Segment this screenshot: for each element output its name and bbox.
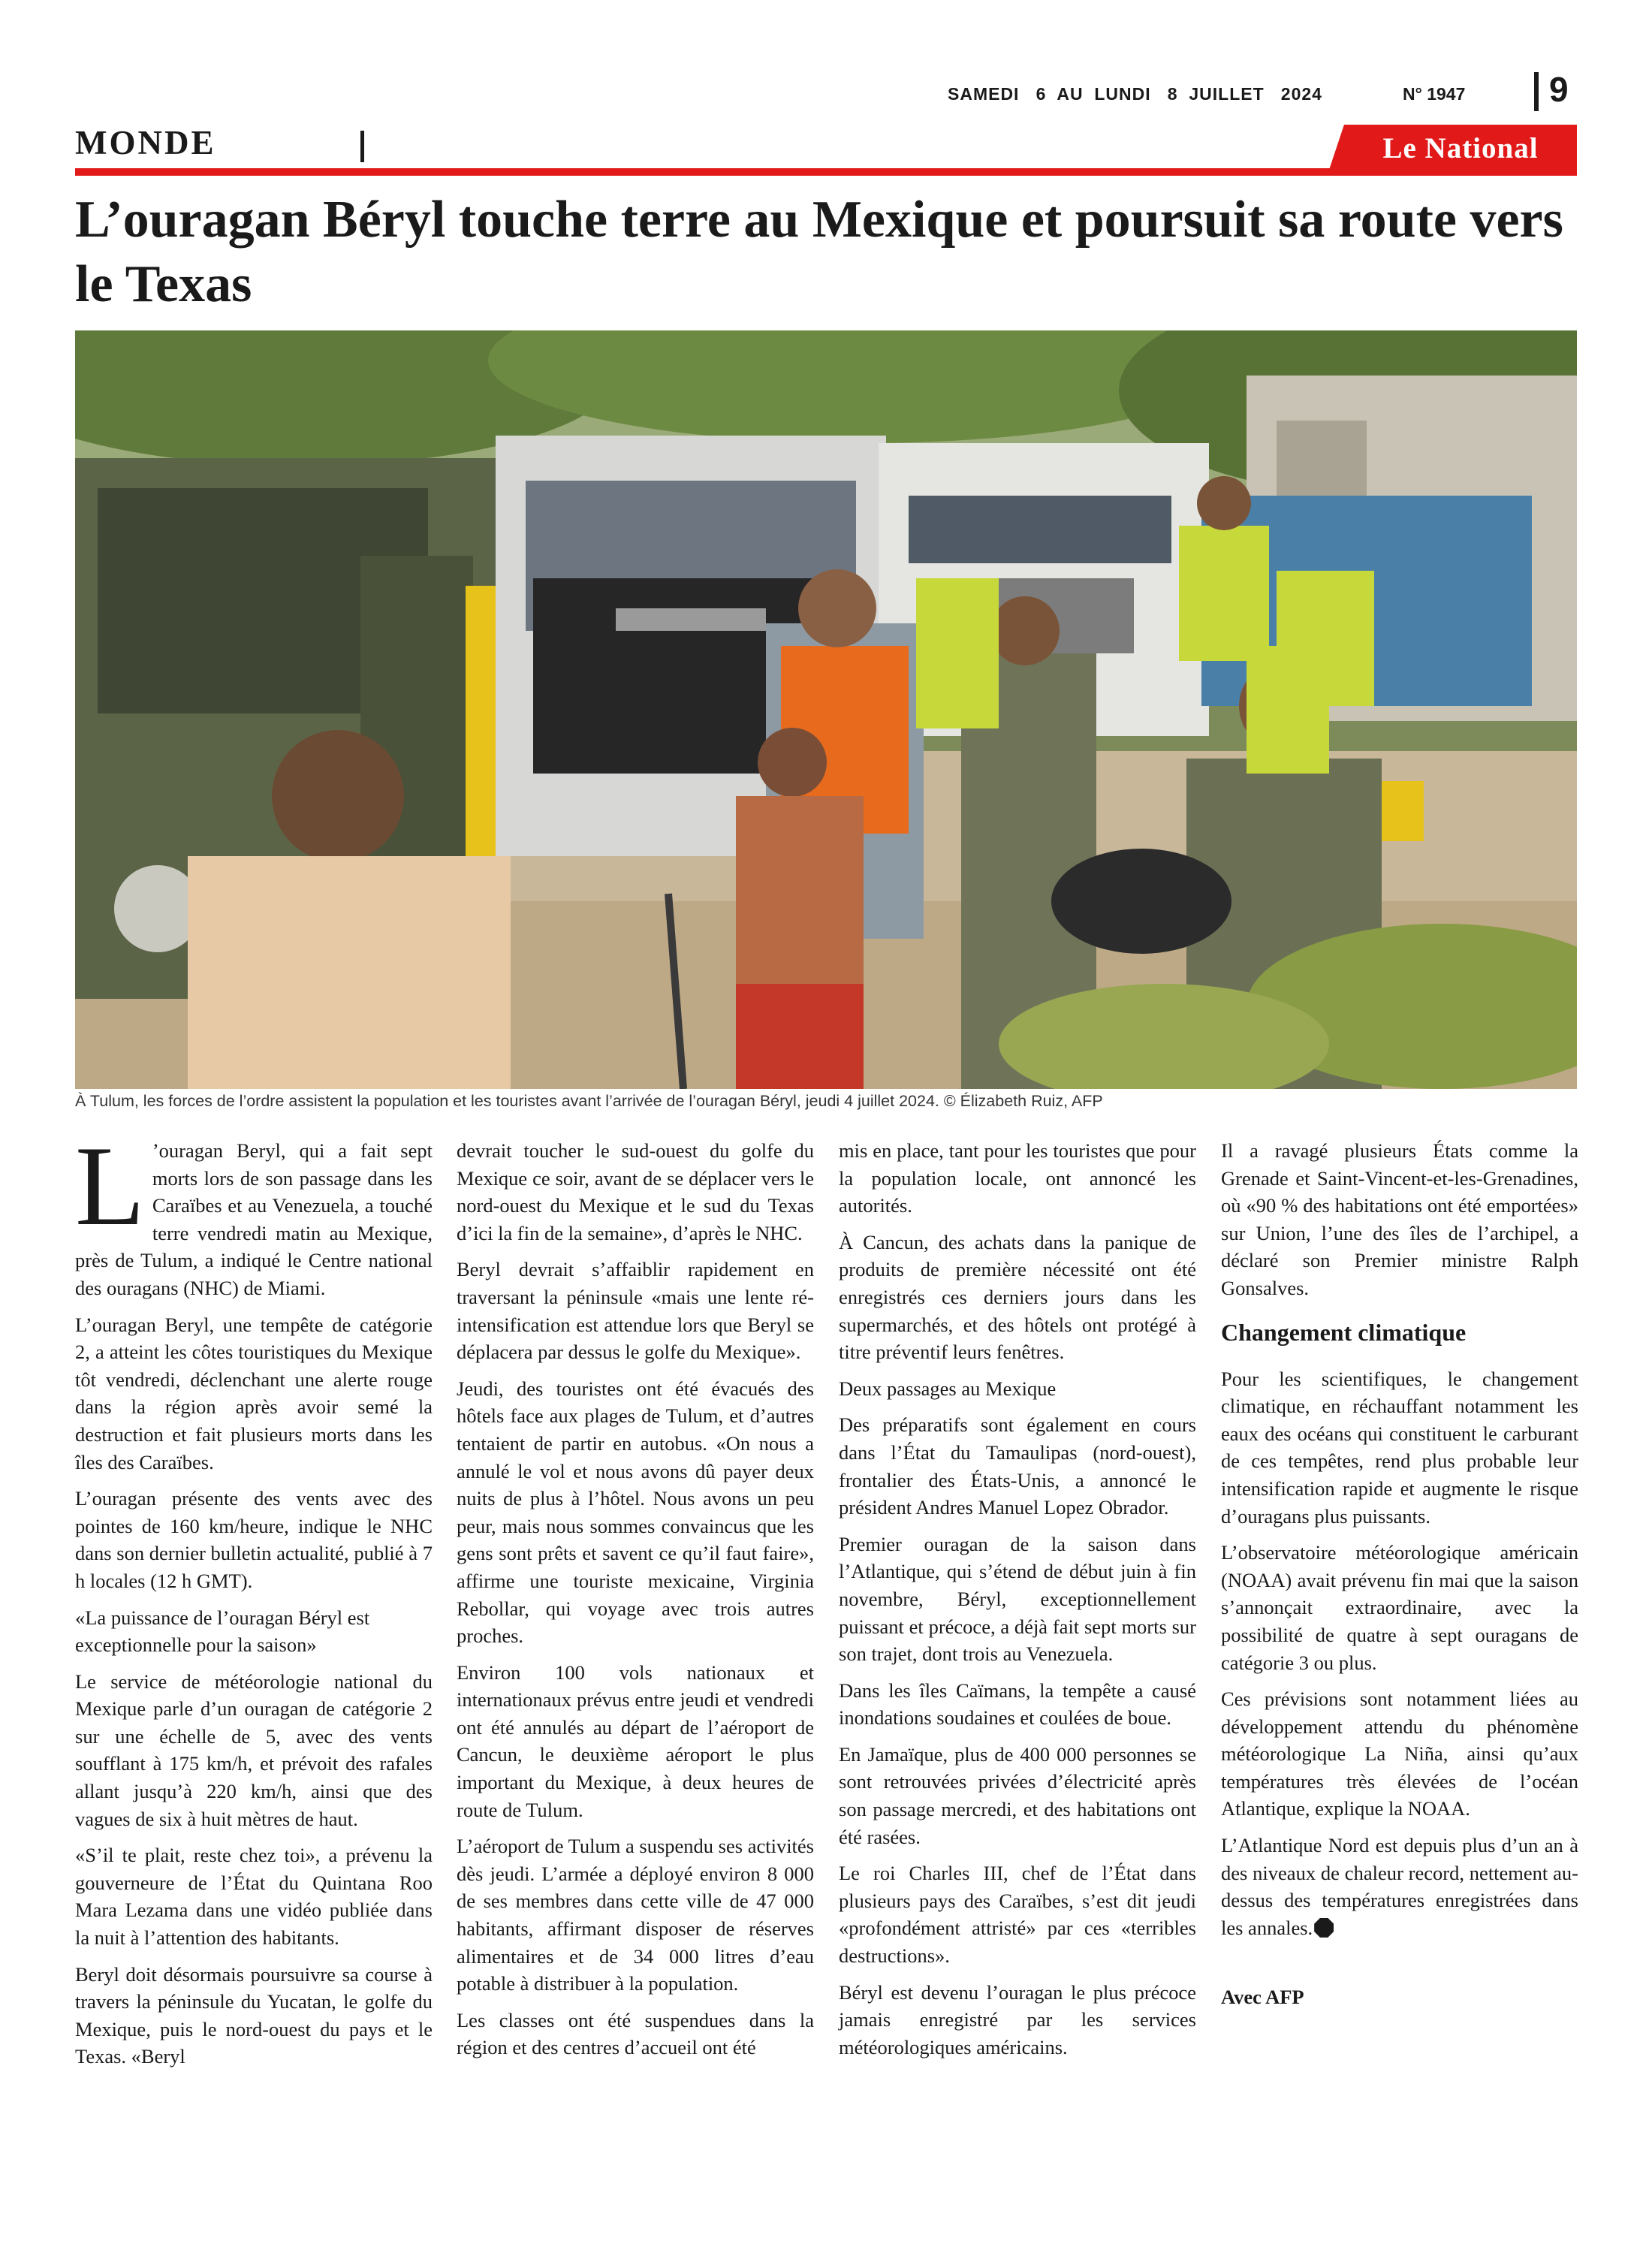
drop-cap: L <box>75 1123 145 1249</box>
article-column-3 <box>839 1137 1196 2070</box>
subheading: Changement climatique <box>1221 1318 1467 1346</box>
article-paragraph: Environ 100 vols nationaux et internationaux prévus entre jeudi et vendredi ont été annulés au départ de l’aéroport de Cancun, le deuxième aéroport le plus important du Mexique, à deux heures de route de Tulum. <box>457 1660 814 1821</box>
page-number: 9 <box>1549 70 1569 109</box>
brand-name: Le National <box>1382 132 1539 164</box>
page-number-divider <box>1534 72 1539 111</box>
article-paragraph: À Cancun, des achats dans la panique de produits de première nécessité ont été enregistrés ces derniers jours dans les supermarchés, et des hôtels ont protégé à titre préventif leurs fenêtres. <box>839 1230 1196 1364</box>
article-paragraph: Jeudi, des touristes ont été évacués des hôtels face aux plages de Tulum, et d’autres tentaient de partir en autobus. «On nous a annulé le vol et nous avons dû payer deux nuits de plus à l’hôtel. Nous avons un peu peur, mais nous sommes convaincus que les gens sont prêts et savent ce qu’il faut faire», affirme une touriste mexicaine, Virginia Rebollar, qui voyage avec trois autres proches. <box>457 1377 814 1648</box>
article-paragraph: devrait toucher le sud-ouest du golfe du Mexique ce soir, avant de se déplacer vers le nord-ouest du Mexique et le sud du Texas d’ici la fin de la semaine», d’après le NHC. <box>457 1139 814 1244</box>
article-paragraph <box>1221 1832 1578 1941</box>
article-paragraph: «La puissance de l’ouragan Béryl est exceptionnelle pour la saison» <box>75 1606 370 1657</box>
article-paragraph: L’ouragan Beryl, une tempête de catégorie 2, a atteint les côtes touristiques du Mexique tôt vendredi, déclenchant une alerte rouge dans la région après avoir semé la destruction et fait plusieurs morts dans les îles des Caraïbes. <box>75 1313 433 1473</box>
article-paragraph: En Jamaïque, plus de 400 000 personnes se sont retrouvées privées d’électricité après son passage mercredi, et des habitations ont été rasées. <box>839 1742 1196 1848</box>
article-paragraph: Beryl devrait s’affaiblir rapidement en traversant la péninsule «mais une lente ré-intensification est attendue lors que Beryl se déplacera par dessus le golfe du Mexique». <box>457 1258 814 1364</box>
article-paragraph: Le roi Charles III, chef de l’État dans plusieurs pays des Caraïbes, s’est dit jeudi «profondément attristé» par ces «terribles destructions». <box>839 1862 1196 1968</box>
article-photo <box>75 330 1577 1089</box>
photo-caption: À Tulum, les forces de l’ordre assistent la population et les touristes avant l’arrivée de l’ouragan Béryl, jeudi 4 juillet 2024. © Élizabeth Ruiz, AFP <box>75 1092 1103 1110</box>
article-paragraph: Le service de météorologie national du Mexique parle d’un ouragan de catégorie 2 sur une échelle de 5, avec des vents soufflant à 175 km/h, et prévoit des rafales allant jusqu’à 220 km/h, ainsi que des vagues de six à huit mètres de haut. <box>75 1669 433 1830</box>
issue-number: N° 1947 <box>1403 84 1466 104</box>
article-column-4 <box>1221 1137 1578 2020</box>
article-paragraph: L’aéroport de Tulum a suspendu ses activités dès jeudi. L’armée a déployé environ 8 000 de ses membres dans cette ville de 47 000 habitants, affirmant disposer de réserves alimentaires et de 34 000 litres d’eau potable à distribuer à la population. <box>457 1835 814 1995</box>
article-paragraph: Pour les scientifiques, le changement climatique, en réchauffant notamment les eaux des océans qui constituent le carburant de ces tempêtes, rend plus probable leur intensification rapide et augmente le risque d’ouragans plus puissants. <box>1221 1367 1578 1528</box>
headline: L’ouragan Béryl touche terre au Mexique et poursuit sa route vers le Texas <box>75 191 1563 313</box>
article-paragraph: Béryl est devenu l’ouragan le plus précoce jamais enregistré par les services météorologiques américains. <box>839 1980 1196 2058</box>
article-paragraph: L ’ouragan Beryl, qui a fait sept morts lors de son passage dans les Caraïbes et au Venezuela, a touché terre vendredi matin au Mexique, près de Tulum, a indiqué le Centre national des ouragans (NHC) de Miami. <box>75 1123 433 1299</box>
article-paragraph: L’observatoire météorologique américain (NOAA) avait prévenu fin mai que la saison s’annonçait extraordinaire, avec la possibilité de quatre à sept ouragans de catégorie 3 ou plus. <box>1221 1541 1578 1674</box>
article-paragraph: Des préparatifs sont également en cours dans l’État du Tamaulipas (nord-ouest), frontalier des États-Unis, a annoncé le président Andres Manuel Lopez Obrador. <box>839 1413 1196 1519</box>
article-paragraph: Deux passages au Mexique <box>839 1377 1057 1400</box>
section-title: MONDE <box>75 124 216 161</box>
article-paragraph: mis en place, tant pour les touristes que pour la population locale, ont annoncé les autorités. <box>839 1139 1196 1217</box>
article-paragraph: L’ouragan présente des vents avec des pointes de 160 km/heure, indique le NHC dans son dernier bulletin actualité, publié à 7 h locales (12 h GMT). <box>75 1487 433 1592</box>
end-of-article-icon <box>1314 1918 1334 1938</box>
final-paragraph-text: L’Atlantique Nord est depuis plus d’un an à des niveaux de chaleur record, nettement au-dessus des températures enregistrées dans les annales. <box>1221 1834 1578 1939</box>
article-column-1 <box>75 1123 433 2080</box>
article-paragraph: Dans les îles Caïmans, la tempête a causé inondations soudaines et coulées de boue. <box>839 1678 1196 1730</box>
article-paragraph: Beryl doit désormais poursuivre sa course à travers la péninsule du Yucatan, le golfe du Mexique, puis le nord-ouest du pays et le Texas. «Beryl <box>75 1962 433 2068</box>
issue-date: SAMEDI 6 AU LUNDI 8 JUILLET 2024 <box>948 84 1322 104</box>
article-paragraph: Premier ouragan de la saison dans l’Atlantique, qui s’étend de début juin à fin novembre, Béryl, exceptionnellement puissant et précoce, a déjà fait sept morts sur son trajet, dont trois au Venezuela. <box>839 1532 1196 1666</box>
article-paragraph: Il a ravagé plusieurs États comme la Grenade et Saint-Vincent-et-les-Grenadines, où «90 % des habitations ont été emportées» sur Union, l’une des îles de l’archipel, a déclaré son Premier ministre Ralph Gonsalves. <box>1221 1139 1578 1299</box>
article-column-2 <box>457 1137 814 2071</box>
article-paragraph: «S’il te plait, reste chez toi», a prévenu la gouverneure de l’État du Quintana Roo Mara Lezama dans une vidéo publiée dans la nuit à l’attention des habitants. <box>75 1844 433 1950</box>
section-divider <box>360 131 364 162</box>
article-paragraph: Les classes ont été suspendues dans la région et des centres d’accueil ont été <box>457 2008 814 2059</box>
article-paragraph: Ces prévisions sont notamment liées au développement attendu du phénomène météorologique La Niña, ainsi qu’aux températures très élevées de l’océan Atlantique, explique la NOAA. <box>1221 1687 1578 1820</box>
byline: Avec AFP <box>1221 1986 1304 2009</box>
